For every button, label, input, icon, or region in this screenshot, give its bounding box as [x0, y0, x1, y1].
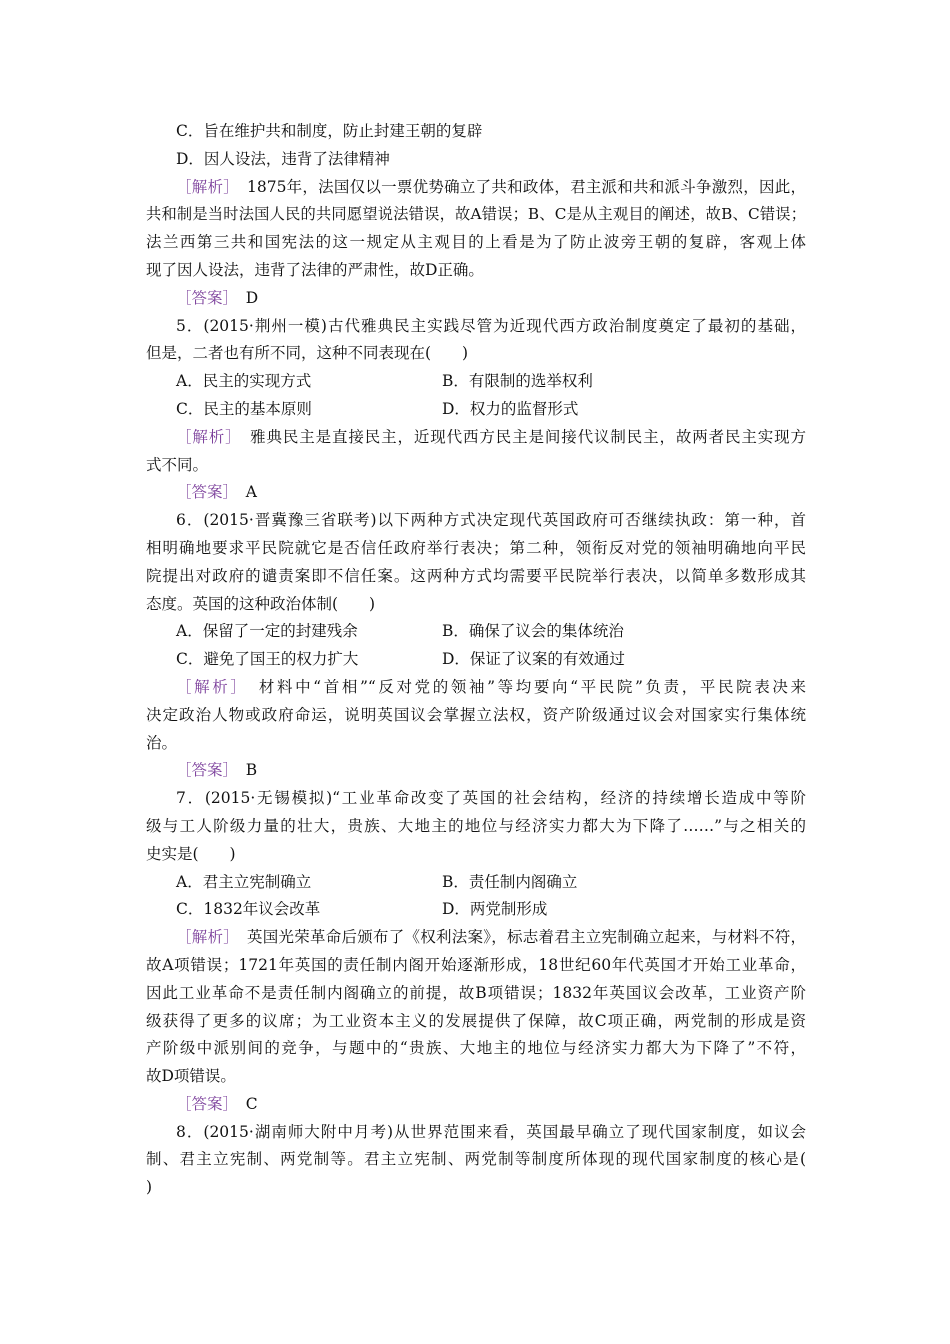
- q7-analysis-line-5: 产阶级中派别间的竞争，与题中的“贵族、大地主的地位与经济实力都大为下降了”不符，: [146, 1039, 806, 1058]
- analysis-tag: ［解析］: [176, 427, 234, 446]
- q7-option-b: B．责任制内阁确立: [442, 872, 578, 891]
- q6-stem-line-4: 态度。英国的这种政治体制( ): [146, 594, 376, 613]
- q8-stem-line-3: ): [146, 1178, 153, 1197]
- q7-option-c: C．1832年议会改革: [176, 900, 321, 919]
- q6-options-row-1: [146, 618, 806, 646]
- answer-tag: ［答案］: [176, 1094, 231, 1113]
- q5-option-d: D．权力的监督形式: [442, 399, 579, 418]
- q6-analysis-line-1: ［解析］ 材料中“首相”“反对党的领袖”等均要向“平民院”负责，平民院表决来: [176, 677, 806, 696]
- q5-option-a: A．民主的实现方式: [176, 372, 312, 391]
- q4-analysis-line-3: 法兰西第三共和国宪法的这一规定从主观目的上看是为了防止波旁王朝的复辟，客观上体: [146, 233, 806, 252]
- q7-stem-line-1: 7．(2015·无锡模拟)“工业革命改变了英国的社会结构，经济的持续增长造成中等阶: [176, 789, 806, 808]
- q5-option-c: C．民主的基本原则: [176, 399, 312, 418]
- q7-options-row-2: [146, 896, 806, 924]
- q5-answer: ［答案］ A: [176, 483, 257, 502]
- answer-tag: ［答案］: [176, 761, 231, 780]
- answer-tag: ［答案］: [176, 483, 231, 502]
- q6-stem-line-1: 6．(2015·晋冀豫三省联考)以下两种方式决定现代英国政府可否继续执政：第一种，首: [176, 511, 806, 530]
- q5-stem-line-2: 但是，二者也有所不同，这种不同表现在( ): [146, 344, 469, 363]
- q4-answer: ［答案］ D: [176, 288, 259, 307]
- q5-options-row-1: [146, 368, 806, 396]
- q4-option-c: C．旨在维护共和制度，防止封建王朝的复辟: [176, 122, 483, 140]
- q4-option-d: D．因人设法，违背了法律精神: [176, 149, 390, 168]
- q4-analysis-line-2: 共和制是当时法国人民的共同愿望说法错误，故A错误；B、C是从主观目的阐述，故B、C错误；: [146, 205, 806, 224]
- q8-stem-line-1: 8．(2015·湖南师大附中月考)从世界范围来看，英国最早确立了现代国家制度，如议会: [176, 1122, 806, 1141]
- q7-stem-line-2: 级与工人阶级力量的壮大，贵族、大地主的地位与经济实力都大为下降了……”与之相关的: [146, 816, 806, 835]
- q4-analysis-line-1: ［解析］ 1875年，法国仅以一票优势确立了共和政体，君主派和共和派斗争激烈，因此，: [176, 177, 806, 196]
- q6-option-a: A．保留了一定的封建残余: [176, 622, 358, 641]
- q6-option-b: B．确保了议会的集体统治: [442, 622, 624, 641]
- analysis-tag: ［解析］: [176, 928, 232, 947]
- q6-analysis-line-2: 决定政治人物或政府命运，说明英国议会掌握立法权，资产阶级通过议会对国家实行集体统: [146, 705, 806, 724]
- q6-options-row-2: [146, 646, 806, 674]
- q4-analysis-line-4: 现了因人设法，违背了法律的严肃性，故D正确。: [146, 260, 484, 279]
- analysis-tag: ［解析］: [176, 177, 232, 196]
- document-page: [146, 118, 806, 1202]
- answer-tag: ［答案］: [176, 288, 231, 307]
- q7-analysis-line-1: ［解析］ 英国光荣革命后颁布了《权利法案》，标志着君主立宪制确立起来，与材料不符，: [176, 928, 806, 947]
- q7-analysis-line-2: 故A项错误；1721年英国的责任制内阁开始逐渐形成，18世纪60年代英国才开始工业革命，: [146, 955, 806, 974]
- q7-option-d: D．两党制形成: [442, 900, 548, 919]
- analysis-tag: ［解析］: [176, 677, 241, 696]
- q7-analysis-line-4: 级获得了更多的议席；为工业资本主义的发展提供了保障，故C项正确，两党制的形成是资: [146, 1011, 806, 1030]
- q6-option-d: D．保证了议案的有效通过: [442, 650, 625, 669]
- q5-analysis-line-1: ［解析］ 雅典民主是直接民主，近现代西方民主是间接代议制民主，故两者民主实现方: [176, 427, 806, 446]
- q7-analysis-line-6: 故D项错误。: [146, 1067, 236, 1086]
- q7-stem-line-3: 史实是( ): [146, 844, 236, 863]
- q6-option-c: C．避免了国王的权力扩大: [176, 650, 359, 669]
- q6-answer: ［答案］ B: [176, 761, 258, 780]
- q5-analysis-line-2: 式不同。: [146, 455, 209, 474]
- q6-analysis-line-3: 治。: [146, 733, 178, 752]
- q6-stem-line-3: 院提出对政府的谴责案即不信任案。这两种方式均需要平民院举行表决，以简单多数形成其: [146, 566, 806, 585]
- q7-option-a: A．君主立宪制确立: [176, 872, 312, 891]
- q5-options-row-2: [146, 396, 806, 424]
- q6-stem-line-2: 相明确地要求平民院就它是否信任政府举行表决；第二种，领衔反对党的领袖明确地向平民: [146, 538, 806, 557]
- q8-stem-line-2: 制、君主立宪制、两党制等。君主立宪制、两党制等制度所体现的现代国家制度的核心是(: [146, 1150, 806, 1169]
- q7-answer: ［答案］ C: [176, 1094, 258, 1113]
- q5-option-b: B．有限制的选举权利: [442, 372, 593, 391]
- q7-analysis-line-3: 因此工业革命不是责任制内阁确立的前提，故B项错误；1832年英国议会改革，工业资产阶: [146, 983, 806, 1002]
- q5-stem-line-1: 5．(2015·荆州一模)古代雅典民主实践尽管为近现代西方政治制度奠定了最初的基础，: [176, 316, 806, 335]
- q7-options-row-1: [146, 869, 806, 897]
